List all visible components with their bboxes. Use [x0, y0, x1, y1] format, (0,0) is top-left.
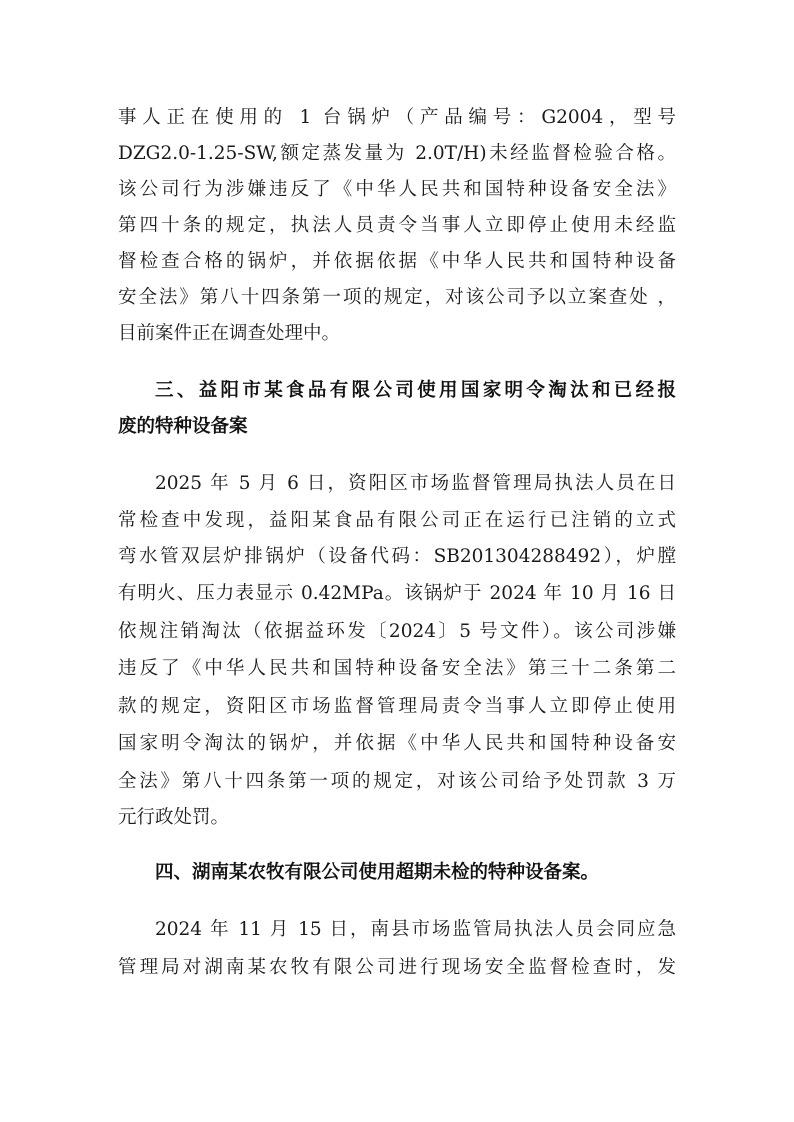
heading-line: 四、湖南某农牧有限公司使用超期未检的特种设备案。	[155, 862, 600, 883]
text-line: 管理局对湖南某农牧有限公司进行现场安全监督检查时，发	[118, 957, 676, 978]
text-line: 全法》第八十四条第一项的规定，对该公司给予处罚款 3 万	[118, 771, 676, 792]
text-line: 有明火、压力表显示 0.42MPa。该锅炉于 2024 年 10 月 16 日	[118, 583, 676, 604]
text-line: 该公司行为涉嫌违反了《中华人民共和国特种设备安全法》	[118, 179, 676, 200]
text-line: 2025 年 5 月 6 日，资阳区市场监督管理局执法人员在日	[155, 473, 676, 494]
text-line: 款的规定，资阳区市场监督管理局责令当事人立即停止使用	[118, 696, 676, 717]
text-line: 元行政处罚。	[118, 807, 230, 828]
text-line: 常检查中发现，益阳某食品有限公司正在运行已注销的立式	[118, 510, 676, 531]
text-line: 督检查合格的锅炉，并依据依据《中华人民共和国特种设备	[118, 251, 676, 272]
heading-line: 三、益阳市某食品有限公司使用国家明令淘汰和已经报	[155, 380, 676, 401]
text-line: 依规注销淘汰（依据益环发〔2024〕5 号文件）。该公司涉嫌	[118, 621, 676, 642]
text-line: 安全法》第八十四条第一项的规定，对该公司予以立案查处 ，	[118, 287, 676, 308]
text-line: 违反了《中华人民共和国特种设备安全法》第三十二条第二	[118, 658, 676, 679]
text-line: 2024 年 11 月 15 日，南县市场监管局执法人员会同应急	[155, 919, 676, 940]
text-line: DZG2.0-1.25-SW,额定蒸发量为 2.0T/H)未经监督检验合格。	[118, 143, 676, 164]
text-line: 目前案件正在调查处理中。	[118, 323, 341, 344]
text-line: 事人正在使用的 1 台锅炉（产品编号：G2004，型号	[118, 107, 676, 128]
text-line: 国家明令淘汰的锅炉，并依据《中华人民共和国特种设备安	[118, 733, 676, 754]
text-line: 弯水管双层炉排锅炉（设备代码：SB201304288492），炉膛	[118, 546, 676, 567]
text-line: 第四十条的规定，执法人员责令当事人立即停止使用未经监	[118, 215, 676, 236]
heading-line: 废的特种设备案	[118, 416, 248, 437]
